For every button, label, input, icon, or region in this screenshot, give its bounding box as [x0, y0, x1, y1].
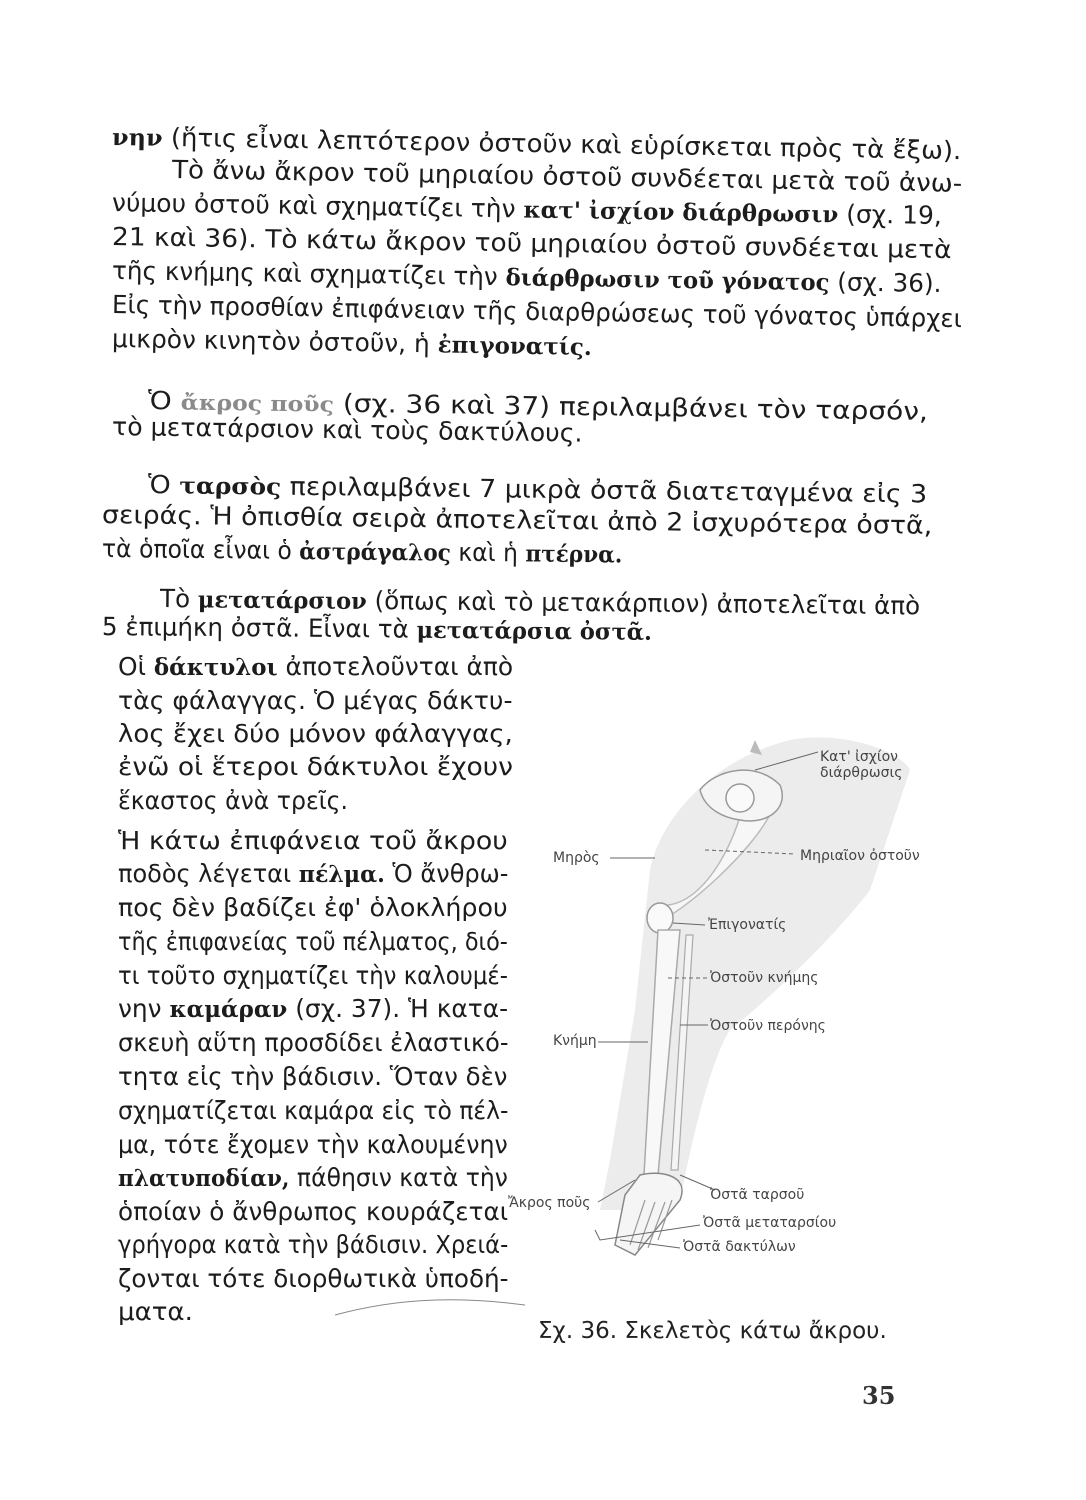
text-line — [118, 1297, 193, 1327]
text-line — [118, 719, 513, 749]
label-tarsal: Ὀστᾶ ταρσοῦ — [710, 1187, 805, 1203]
femoral-head — [726, 784, 754, 812]
figure-caption: Σχ. 36. Σκελετὸς κάτω ἄκρου. — [538, 1318, 887, 1344]
text-run: περιλαμβάνει 7 μικρὰ ὀστᾶ διατεταγμένα εἰς 3 — [280, 471, 928, 509]
text-run: καὶ ἡ — [450, 537, 526, 568]
label-patella: Ἐπιγονατίς — [708, 917, 787, 933]
text-run: 5 ἐπιμήκη ὀστᾶ. Εἶναι τὰ — [101, 612, 417, 644]
text-run: Ἡ κάτω ἐπιφάνεια τοῦ ἄκρου — [118, 826, 508, 855]
emphasis-term: διάρθρωσιν τοῦ γόνατος — [505, 264, 830, 297]
text-run: λος ἔχει δύο μόνον φάλαγγας, — [118, 719, 513, 748]
text-run: 21 καὶ 36). Τὸ κάτω ἄκρον τοῦ μηριαίου ὀστοῦ συνδέεται μετὰ — [111, 222, 952, 265]
text-run: σκευὴ αὕτη προσδίδει ἐλαστικό- — [118, 1028, 509, 1057]
text-run: ἀποτελοῦνται ἀπὸ — [277, 652, 514, 681]
label-femur: Μηριαῖον ὀστοῦν — [800, 848, 920, 864]
emphasis-term: νην — [111, 124, 163, 152]
text-run: σχηματίζεται καμάρα εἰς τὸ πέλ- — [118, 1096, 509, 1125]
text-line — [118, 1230, 508, 1260]
text-run: (σχ. 36). — [829, 267, 942, 299]
text-run: Ὁ — [147, 386, 181, 416]
text-line — [118, 1028, 509, 1058]
text-line — [118, 826, 508, 856]
text-line — [118, 686, 513, 716]
text-line — [118, 752, 513, 782]
text-line — [118, 994, 508, 1025]
text-line — [112, 412, 583, 449]
text-run: τι τοῦτο σχηματίζει τὴν καλουμέ- — [118, 961, 508, 990]
text-run: ζονται τότε διορθωτικὰ ὑποδή- — [118, 1264, 509, 1293]
emphasis-term: πλατυποδίαν, — [118, 1165, 290, 1192]
text-run: ἕκαστος ἀνὰ τρεῖς. — [118, 786, 349, 815]
swash-decoration — [330, 1290, 530, 1320]
emphasis-term: ἐπιγονατίς. — [437, 331, 593, 361]
emphasis-term: δάκτυλοι — [153, 654, 278, 681]
text-run: σειράς. Ἡ ὀπισθία σειρὰ ἀποτελεῖται ἀπὸ 2 ἰσχυρότερα ὀστᾶ, — [101, 500, 933, 540]
text-run: ματα. — [118, 1297, 193, 1326]
text-line — [118, 1096, 508, 1126]
emphasis-term: ἄκρος ποῦς — [180, 389, 335, 417]
text-run: νην — [118, 994, 170, 1023]
text-line — [118, 927, 508, 957]
page-number: 35 — [862, 1381, 896, 1410]
text-run: ποδὸς λέγεται — [118, 859, 299, 888]
pelvis-spine — [750, 740, 762, 755]
text-run: (ὅπως καὶ τὸ μετακάρπιον) ἀποτελεῖται ἀπὸ — [366, 585, 921, 621]
label-tibia: Ὀστοῦν κνήμης — [710, 970, 819, 986]
text-run: πος δὲν βαδίζει ἐφ' ὁλοκλήρου — [118, 893, 508, 922]
emphasis-term: καμάραν — [169, 996, 288, 1023]
text-run: ἐνῶ οἱ ἕτεροι δάκτυλοι ἔχουν — [118, 752, 513, 781]
emphasis-term: ταρσὸς — [179, 472, 282, 501]
text-line — [118, 652, 513, 683]
text-run: τὸ μετατάρσιον καὶ τοὺς δακτύλους. — [111, 412, 583, 448]
text-line — [118, 786, 348, 816]
text-line — [118, 859, 508, 890]
text-line — [118, 1197, 508, 1227]
text-run: Τὸ ἄνω ἄκρον τοῦ μηριαίου ὀστοῦ συνδέεται μετὰ τοῦ ἀνω- — [171, 155, 963, 198]
text-line — [118, 893, 508, 923]
text-run: (σχ. 19, — [838, 199, 943, 231]
text-line — [118, 1130, 508, 1160]
text-line — [118, 1163, 508, 1194]
text-line — [112, 324, 592, 363]
text-run: γρήγορα κατὰ τὴν βάδισιν. Χρειά- — [118, 1230, 509, 1259]
label-shin: Κνήμη — [553, 1033, 597, 1049]
label-metatarsal: Ὀστᾶ μεταταρσίου — [703, 1215, 837, 1231]
label-hip-joint: Κατ' ἰσχίον διάρθρωσις — [820, 749, 903, 781]
text-run: μικρὸν κινητὸν ὀστοῦν, ἡ — [111, 324, 438, 359]
text-line — [118, 961, 508, 991]
text-run: μα, τότε ἔχομεν τὴν καλουμένην — [118, 1130, 508, 1159]
label-thigh: Μηρὸς — [553, 850, 600, 866]
text-run: ὁποίαν ὁ ἄνθρωπος κουράζεται — [118, 1197, 509, 1226]
text-run: πάθησιν κατὰ τὴν — [289, 1163, 508, 1192]
text-line — [102, 534, 623, 570]
text-run: τῆς κνήμης καὶ σχηματίζει τὴν — [111, 256, 506, 292]
text-run: νύμου ὀστοῦ καὶ σχηματίζει τὴν — [111, 188, 524, 224]
emphasis-term: κατ' ἰσχίον διάρθρωσιν — [523, 196, 839, 229]
label-foot: Ἄκρος ποῦς — [508, 1195, 591, 1211]
patella-bone — [647, 903, 673, 933]
text-run: Ὁ ἄνθρω- — [384, 859, 509, 888]
text-run: (σχ. 37). Ἡ κατα- — [287, 994, 509, 1023]
emphasis-term: ἀστράγαλος — [299, 538, 452, 567]
label-fibula: Ὀστοῦν περόνης — [710, 1018, 826, 1034]
emphasis-term: μετατάρσιον — [197, 586, 367, 615]
emphasis-term: πέλμα. — [298, 861, 385, 888]
emphasis-term: πτέρνα. — [525, 540, 623, 569]
text-run: (ἥτις εἶναι λεπτότερον ὀστοῦν καὶ εὑρίσκεται πρὸς τὰ ἔξω). — [162, 122, 962, 166]
text-line — [118, 1062, 507, 1092]
text-run: τὰς φάλαγγας. Ὁ μέγας δάκτυ- — [118, 686, 513, 715]
text-run: Τὸ — [159, 584, 199, 614]
text-run: τητα εἰς τὴν βάδισιν. Ὅταν δὲν — [118, 1062, 508, 1091]
text-run: τὰ ὁποῖα εἶναι ὁ — [101, 534, 300, 566]
text-run: (σχ. 36 καὶ 37) περιλαμβάνει τὸν ταρσόν, — [333, 388, 929, 426]
text-line — [102, 612, 652, 648]
label-phalanges: Ὀστᾶ δακτύλων — [683, 1239, 796, 1255]
text-run: Εἰς τὴν προσθίαν ἐπιφάνειαν τῆς διαρθρώσεως τοῦ γόνατος ὑπάρχει — [111, 290, 963, 334]
text-run: Ὁ — [147, 470, 180, 500]
emphasis-term: μετατάρσια ὀστᾶ. — [416, 616, 653, 646]
text-run: τῆς ἐπιφανείας τοῦ πέλματος, διό- — [118, 927, 508, 956]
text-run: Οἱ — [118, 652, 154, 681]
